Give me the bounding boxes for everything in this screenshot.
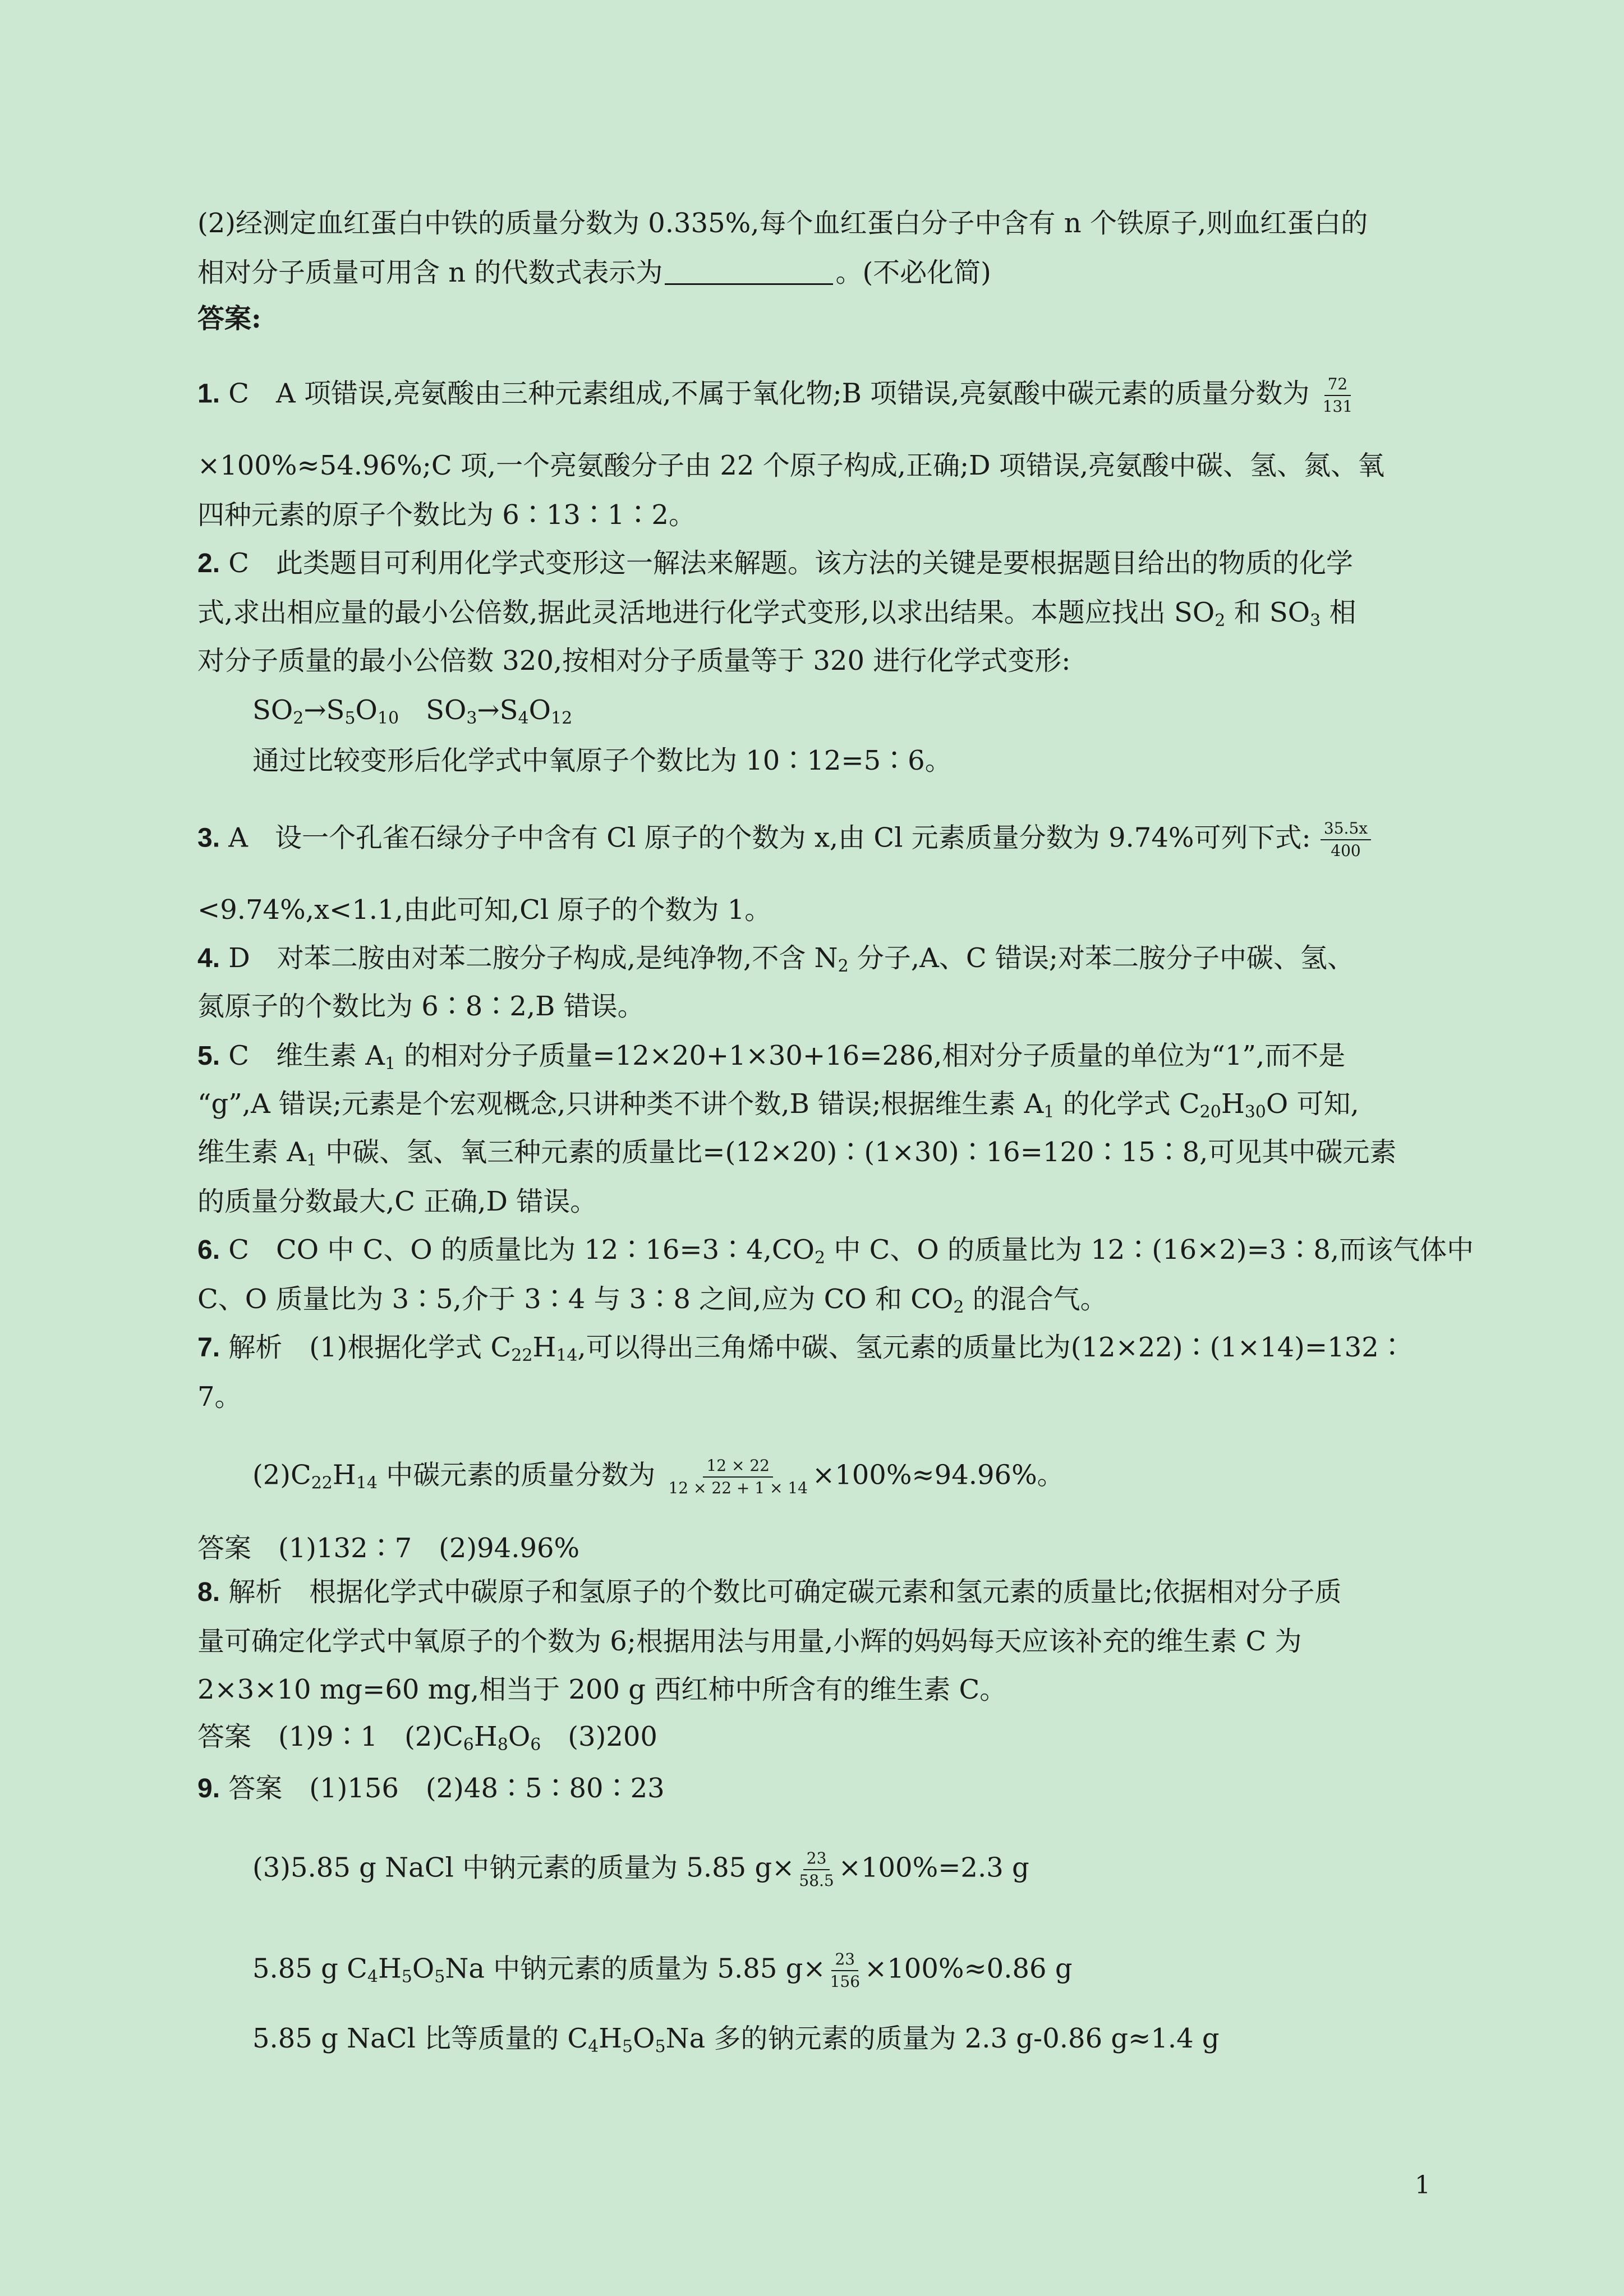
page-number: 1 — [1415, 2171, 1430, 2200]
answer-7-line-3 — [252, 1456, 1487, 1498]
question-text: 。(不必化简) — [835, 257, 991, 288]
answer-text: 解析 根据化学式中碳原子和氢原子的个数比可确定碳元素和氢元素的质量比;依据相对分子质 — [228, 1576, 1342, 1608]
fraction-denominator: 156 — [830, 1972, 861, 1991]
answer-text: 5.85 g NaCl 比等质量的 C — [252, 2023, 588, 2054]
answer-text: H — [473, 1721, 498, 1752]
answer-5-line-4: 的质量分数最大,C 正确,D 错误。 — [197, 1186, 597, 1217]
answer-3-line-1 — [197, 819, 1432, 861]
fraction — [795, 1849, 837, 1890]
answer-text: ×100%≈0.86 g — [864, 1953, 1073, 1985]
answer-text: 中 C、O 的质量比为 12∶(16×2)=3∶8,而该气体中 — [825, 1234, 1474, 1266]
answer-9-line-1 — [197, 1772, 1432, 1806]
fraction-denominator: 131 — [1322, 397, 1353, 416]
answer-9-line-2 — [252, 1849, 1487, 1890]
item-number: 3. — [197, 823, 220, 853]
fraction-denominator: 12 × 22 + 1 × 14 — [668, 1479, 808, 1497]
question-text: (2)经测定血红蛋白中铁的质量分数为 0.335%,每个血红蛋白分子中含有 n 个铁原子,则血红蛋白的 — [197, 208, 1368, 239]
answer-blank — [665, 259, 833, 285]
answer-3-line-2: <9.74%,x<1.1,由此可知,Cl 原子的个数为 1。 — [197, 894, 772, 926]
answer-2-line-2 — [197, 596, 1432, 629]
subscript: 3 — [1310, 611, 1321, 631]
subscript: 2 — [838, 956, 849, 976]
item-number: 8. — [197, 1577, 220, 1607]
subscript: 14 — [556, 1346, 578, 1365]
answer-text: 的混合气。 — [964, 1283, 1107, 1315]
answer-8-line-3: 2×3×10 mg=60 mg,相当于 200 g 西红柿中所含有的维生素 C。 — [197, 1674, 1007, 1705]
formula-part: →S — [303, 694, 345, 726]
fraction — [1319, 375, 1356, 416]
formula-transform-line — [252, 693, 1487, 727]
answer-text: C CO 中 C、O 的质量比为 12∶16=3∶4,CO — [228, 1234, 815, 1266]
subscript: 5 — [622, 2037, 633, 2056]
answer-2-line-5: 通过比较变形后化学式中氧原子个数比为 10∶12=5∶6。 — [252, 745, 952, 776]
answer-text: Na 中钠元素的质量为 5.85 g× — [445, 1953, 826, 1985]
answer-text: 的相对分子质量=12×20+1×30+16=286,相对分子质量的单位为“1”,而不是 — [395, 1040, 1346, 1071]
subscript: 3 — [466, 708, 477, 728]
answer-text: (3)5.85 g NaCl 中钠元素的质量为 5.85 g× — [252, 1852, 795, 1884]
answer-text: (2)C — [252, 1459, 311, 1491]
formula-part: O — [528, 694, 551, 726]
answer-text: 中碳元素的质量分数为 — [377, 1459, 656, 1491]
subscript: 2 — [953, 1297, 964, 1317]
answer-text: 和 SO — [1225, 597, 1310, 628]
fraction-denominator: 400 — [1331, 841, 1361, 860]
answer-text: O 可知, — [1266, 1088, 1359, 1120]
subscript: 22 — [311, 1473, 333, 1493]
subscript: 12 — [550, 708, 573, 728]
fraction — [665, 1456, 811, 1498]
subscript: 5 — [344, 708, 356, 728]
answer-text: H — [378, 1953, 402, 1985]
answer-1-line-1 — [197, 375, 1432, 416]
subscript: 4 — [588, 2037, 599, 2056]
answer-text: 解析 (1)根据化学式 C — [228, 1332, 512, 1363]
item-number: 4. — [197, 944, 220, 973]
subscript: 30 — [1244, 1102, 1266, 1122]
fraction-numerator: 72 — [1324, 375, 1351, 396]
answer-text: C 维生素 A — [228, 1040, 385, 1071]
answer-text: 答案 (1)156 (2)48∶5∶80∶23 — [228, 1773, 665, 1804]
item-number: 7. — [197, 1333, 220, 1363]
subscript: 6 — [463, 1735, 474, 1755]
question-2-line-2 — [197, 256, 1432, 289]
subscript: 14 — [356, 1473, 378, 1493]
answer-5-line-1 — [197, 1039, 1432, 1073]
answer-text: 相 — [1321, 597, 1356, 628]
subscript: 5 — [434, 1967, 445, 1987]
subscript: 2 — [815, 1248, 826, 1268]
answer-text: H — [1221, 1088, 1245, 1120]
subscript: 10 — [377, 708, 399, 728]
answer-text: A 设一个孔雀石绿分子中含有 Cl 原子的个数为 x,由 Cl 元素质量分数为 9.74%可列下式: — [228, 822, 1311, 854]
fraction — [827, 1950, 863, 1991]
answer-4-line-2: 氮原子的个数比为 6∶8∶2,B 错误。 — [197, 991, 645, 1022]
question-2-line-1 — [197, 206, 1432, 240]
answer-text: H — [599, 2023, 623, 2054]
formula-part: →S — [477, 694, 518, 726]
answer-text: ×100%≈94.96%。 — [812, 1459, 1064, 1491]
answer-6-line-2 — [197, 1282, 1432, 1316]
fraction-numerator: 23 — [803, 1849, 830, 1870]
answer-text: 分子,A、C 错误;对苯二胺分子中碳、氢、 — [848, 942, 1354, 974]
answer-8-line-1 — [197, 1575, 1432, 1609]
answer-6-line-1 — [197, 1233, 1474, 1268]
fraction-numerator: 35.5x — [1321, 819, 1371, 840]
answer-text: H — [332, 1459, 356, 1491]
answer-text: O — [508, 1721, 531, 1752]
item-number: 5. — [197, 1041, 220, 1071]
answer-text: O — [412, 1953, 435, 1985]
answer-text: 维生素 A — [197, 1137, 306, 1168]
answer-text: D 对苯二胺由对苯二胺分子构成,是纯净物,不含 N — [228, 942, 838, 974]
answer-1-line-3: 四种元素的原子个数比为 6∶13∶1∶2。 — [197, 499, 696, 531]
subscript: 6 — [530, 1735, 541, 1755]
answer-text: O — [633, 2023, 655, 2054]
answer-7-final: 答案 (1)132∶7 (2)94.96% — [197, 1533, 580, 1564]
answer-2-line-3: 对分子质量的最小公倍数 320,按相对分子质量等于 320 进行化学式变形: — [197, 645, 1071, 677]
answer-text: 中碳、氢、氧三种元素的质量比=(12×20)∶(1×30)∶16=120∶15∶8,可见其中碳元素 — [317, 1137, 1397, 1168]
fraction-numerator: 12 × 22 — [703, 1456, 773, 1478]
answer-9-line-3 — [252, 1950, 1487, 1991]
subscript: 1 — [306, 1151, 318, 1170]
answer-text: 的化学式 C — [1054, 1088, 1200, 1120]
subscript: 8 — [497, 1735, 508, 1755]
answer-2-line-1 — [197, 546, 1432, 581]
fraction — [1321, 819, 1371, 861]
subscript: 1 — [1043, 1102, 1055, 1122]
answer-text: C 此类题目可利用化学式变形这一解法来解题。该方法的关键是要根据题目给出的物质的化学 — [228, 547, 1354, 579]
answer-5-line-3 — [197, 1135, 1432, 1169]
item-number: 1. — [197, 379, 220, 409]
subscript: 20 — [1199, 1102, 1221, 1122]
answer-text: “g”,A 错误;元素是个宏观概念,只讲种类不讲个数,B 错误;根据维生素 A — [197, 1088, 1044, 1120]
subscript: 4 — [518, 708, 529, 728]
formula-part: O — [355, 694, 378, 726]
answer-1-line-2: ×100%≈54.96%;C 项,一个亮氨酸分子由 22 个原子构成,正确;D 项错误,亮氨酸中碳、氢、氮、氧 — [197, 450, 1385, 481]
subscript: 5 — [401, 1967, 412, 1987]
answer-text: C、O 质量比为 3∶5,介于 3∶4 与 3∶8 之间,应为 CO 和 CO — [197, 1283, 954, 1315]
answer-text: ×100%=2.3 g — [838, 1852, 1029, 1884]
answer-text: 5.85 g C — [252, 1953, 367, 1985]
answer-text: Na 多的钠元素的质量为 2.3 g-0.86 g≈1.4 g — [665, 2023, 1220, 2054]
subscript: 22 — [511, 1346, 533, 1365]
subscript: 5 — [655, 2037, 666, 2056]
answer-text: 式,求出相应量的最小公倍数,据此灵活地进行化学式变形,以求出结果。本题应找出 SO — [197, 597, 1215, 628]
answer-text: ,可以得出三角烯中碳、氢元素的质量比为(12×22)∶(1×14)=132∶ — [577, 1332, 1406, 1363]
item-number: 2. — [197, 549, 220, 578]
subscript: 2 — [1214, 611, 1226, 631]
answer-heading: 答案: — [197, 303, 261, 334]
answer-7-line-1 — [197, 1331, 1432, 1365]
answer-7-line-2: 7。 — [197, 1381, 242, 1412]
item-number: 9. — [197, 1774, 220, 1803]
question-text: 相对分子质量可用含 n 的代数式表示为 — [197, 257, 663, 288]
item-number: 6. — [197, 1235, 220, 1265]
answer-5-line-2 — [197, 1087, 1432, 1121]
answer-4-line-1 — [197, 941, 1432, 976]
subscript: 1 — [384, 1054, 396, 1074]
formula-part: SO — [252, 694, 293, 726]
answer-text: (3)200 — [541, 1721, 657, 1752]
subscript: 2 — [293, 708, 304, 728]
answer-text: C A 项错误,亮氨酸由三种元素组成,不属于氧化物;B 项错误,亮氨酸中碳元素的质量分数为 — [228, 378, 1310, 409]
subscript: 4 — [367, 1967, 378, 1987]
answer-8-line-2: 量可确定化学式中氧原子的个数为 6;根据用法与用量,小辉的妈妈每天应该补充的维生素 C 为 — [197, 1626, 1302, 1657]
answer-9-line-4 — [252, 2022, 1487, 2055]
answer-8-final — [197, 1720, 1432, 1754]
formula-part: SO — [399, 694, 467, 726]
answer-text: H — [532, 1332, 556, 1363]
fraction-denominator: 58.5 — [799, 1871, 834, 1890]
answer-text: 答案 (1)9∶1 (2)C — [197, 1721, 463, 1752]
fraction-numerator: 23 — [831, 1950, 858, 1971]
